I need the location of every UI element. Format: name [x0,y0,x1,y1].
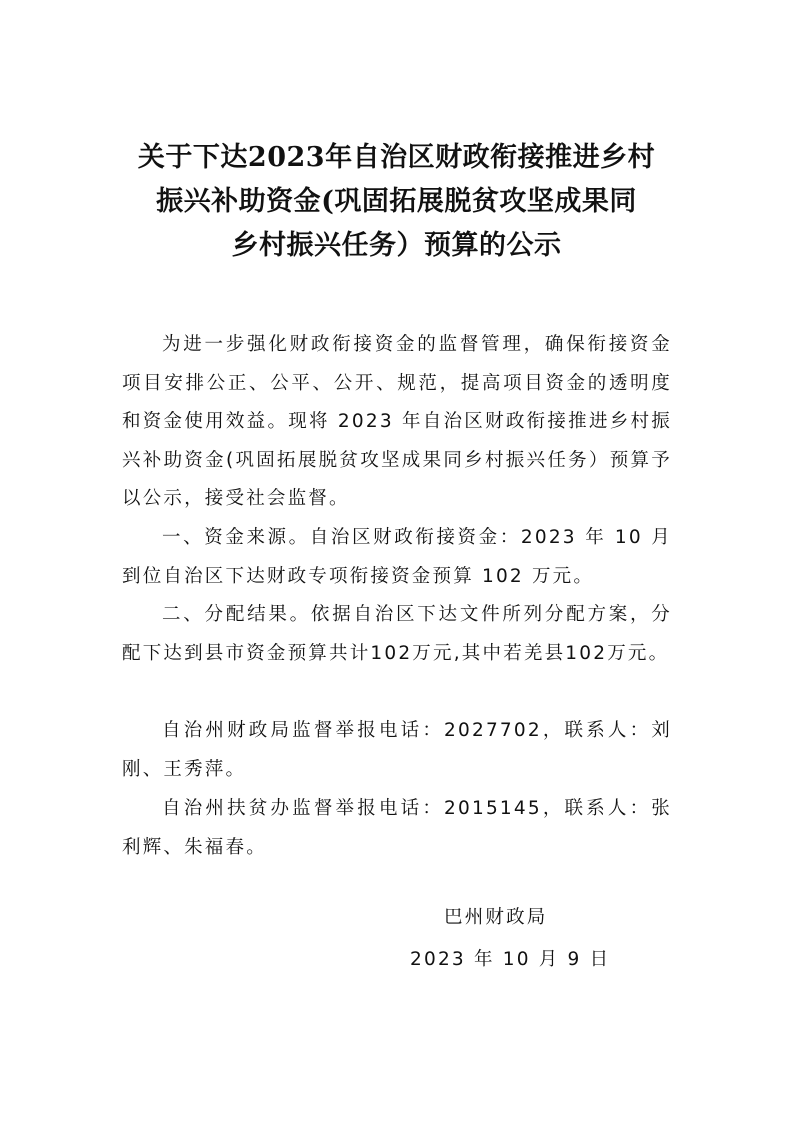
title-line-3: 乡村振兴任务）预算的公示 [231,230,562,261]
document-title [100,136,693,268]
signature-date: 2023 年 10 月 9 日 [410,949,611,970]
funding-source-paragraph: 一、资金来源。自治区财政衔接资金：2023 年 10 月到位自治区下达财政专项衔接资金预算 102 万元。 [122,527,672,587]
poverty-office-hotline-paragraph: 自治州扶贫办监督举报电话：2015145，联系人：张利辉、朱福春。 [122,798,672,858]
title-line-1: 关于下达2023年自治区财政衔接推进乡村 [137,142,656,173]
allocation-result-paragraph: 二、分配结果。依据自治区下达文件所列分配方案，分配下达到县市资金预算共计102万元,其中若羌县102万元。 [122,604,672,664]
finance-bureau-hotline-paragraph: 自治州财政局监督举报电话：2027702，联系人：刘刚、王秀萍。 [122,720,672,780]
signature-organization: 巴州财政局 [444,907,548,928]
title-line-2: 振兴补助资金(巩固拓展脱贫攻坚成果同 [156,186,637,217]
intro-paragraph: 为进一步强化财政衔接资金的监督管理，确保衔接资金项目安排公正、公平、公开、规范，提高项目资金的透明度和资金使用效益。现将 2023 年自治区财政衔接推进乡村振兴补助资金(巩固拓展脱贫攻坚成果同乡村振兴任务）预算予以公示，接受社会监督。 [122,334,672,509]
